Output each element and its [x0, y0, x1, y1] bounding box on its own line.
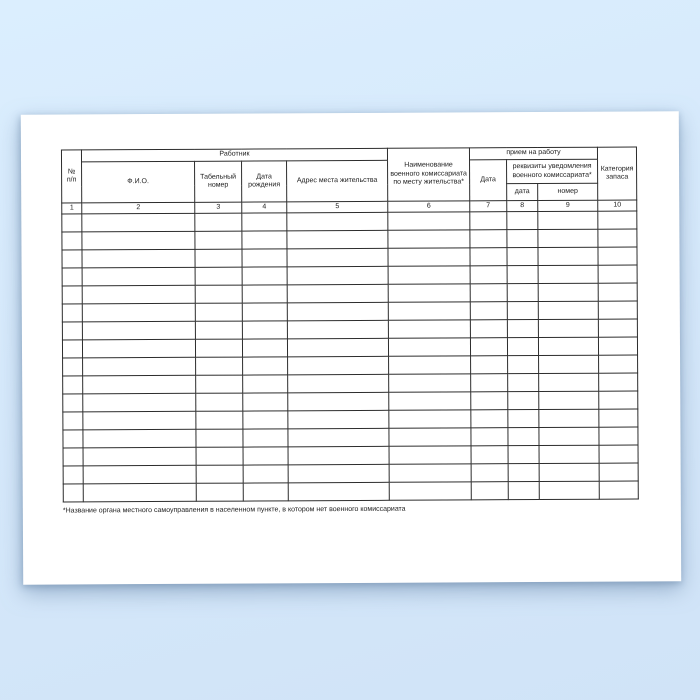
empty-cell [243, 393, 288, 411]
empty-cell [538, 230, 598, 248]
empty-cell [388, 248, 470, 266]
document-sheet [21, 111, 681, 584]
empty-cell [471, 464, 508, 482]
empty-cell [63, 394, 83, 412]
empty-cell [388, 266, 470, 284]
empty-cell [389, 410, 471, 428]
empty-cell [196, 429, 243, 447]
empty-cell [507, 302, 538, 320]
empty-cell [599, 355, 638, 373]
empty-cell [62, 286, 82, 304]
empty-cell [471, 410, 508, 428]
empty-cell [599, 373, 638, 391]
empty-cell [470, 284, 507, 302]
empty-cell [538, 338, 598, 356]
table-body [62, 211, 639, 502]
empty-cell [507, 266, 538, 284]
empty-cell [196, 447, 243, 465]
empty-cell [83, 358, 196, 377]
empty-cell [539, 356, 599, 374]
empty-cell [507, 230, 538, 248]
empty-cell [287, 285, 388, 304]
empty-cell [598, 229, 637, 247]
column-number: 4 [242, 202, 287, 214]
empty-cell [539, 464, 599, 482]
empty-cell [82, 340, 195, 359]
empty-cell [242, 213, 287, 231]
column-number: 6 [388, 201, 470, 213]
empty-cell [470, 212, 507, 230]
empty-cell [471, 392, 508, 410]
empty-cell [389, 374, 471, 392]
empty-cell [287, 303, 388, 322]
empty-cell [599, 427, 638, 445]
empty-cell [62, 232, 82, 250]
header-cell-address: Адрес места жительства [287, 160, 388, 202]
empty-cell [508, 374, 539, 392]
empty-cell [82, 286, 195, 305]
empty-cell [63, 430, 83, 448]
empty-cell [287, 231, 388, 250]
header-cell-birth-date: Дата рождения [242, 161, 287, 202]
column-number: 5 [287, 201, 388, 213]
empty-cell [507, 320, 538, 338]
empty-cell [389, 464, 471, 482]
empty-cell [598, 337, 637, 355]
empty-cell [63, 448, 83, 466]
empty-cell [539, 428, 599, 446]
empty-cell [195, 303, 242, 321]
empty-cell [599, 445, 638, 463]
empty-cell [83, 412, 196, 431]
empty-cell [62, 322, 82, 340]
empty-cell [63, 412, 83, 430]
column-number: 3 [195, 202, 242, 214]
header-cell-fio: Ф.И.О. [82, 161, 195, 203]
empty-cell [288, 375, 389, 394]
empty-cell [196, 357, 243, 375]
empty-cell [63, 376, 83, 394]
empty-cell [243, 465, 288, 483]
empty-cell [508, 356, 539, 374]
empty-cell [507, 284, 538, 302]
empty-cell [538, 302, 598, 320]
empty-cell [195, 321, 242, 339]
empty-cell [243, 447, 288, 465]
empty-cell [243, 483, 288, 501]
empty-cell [242, 231, 287, 249]
empty-cell [288, 393, 389, 412]
empty-cell [389, 392, 471, 410]
empty-cell [83, 484, 196, 503]
empty-cell [242, 321, 287, 339]
empty-cell [389, 482, 471, 500]
empty-cell [388, 284, 470, 302]
empty-cell [599, 481, 638, 499]
empty-cell [538, 284, 598, 302]
empty-cell [538, 266, 598, 284]
empty-cell [63, 484, 83, 502]
empty-cell [508, 464, 539, 482]
empty-cell [195, 267, 242, 285]
empty-cell [195, 213, 242, 231]
empty-cell [539, 392, 599, 410]
empty-cell [242, 303, 287, 321]
empty-cell [243, 375, 288, 393]
empty-cell [470, 248, 507, 266]
empty-cell [196, 465, 243, 483]
empty-cell [539, 374, 599, 392]
empty-cell [507, 212, 538, 230]
empty-cell [599, 409, 638, 427]
empty-cell [82, 322, 195, 341]
header-cell-hire-date: Дата [470, 160, 507, 201]
empty-cell [471, 356, 508, 374]
empty-cell [598, 319, 637, 337]
empty-cell [598, 265, 637, 283]
empty-cell [287, 339, 388, 358]
empty-cell [242, 285, 287, 303]
table-header [61, 147, 636, 214]
empty-cell [196, 483, 243, 501]
empty-cell [598, 301, 637, 319]
header-group-hire: прием на работу [469, 147, 597, 160]
header-group-notice: реквизиты уведомления военного комиссариата* [507, 159, 598, 183]
empty-cell [195, 249, 242, 267]
empty-cell [287, 249, 388, 268]
empty-cell [62, 214, 82, 232]
empty-cell [389, 428, 471, 446]
empty-cell [388, 338, 470, 356]
empty-cell [83, 466, 196, 485]
empty-cell [388, 320, 470, 338]
header-cell-commissariat: Наименование военного комиссариата по месту жительства* [387, 148, 469, 201]
footnote: *Название органа местного самоуправления в населенном пункте, в котором нет военного комиссариата [62, 506, 406, 515]
empty-cell [62, 268, 82, 286]
empty-cell [507, 248, 538, 266]
empty-cell [539, 482, 599, 500]
empty-cell [242, 339, 287, 357]
empty-cell [389, 356, 471, 374]
empty-cell [83, 394, 196, 413]
header-cell-reserve-category: Категория запаса [597, 147, 636, 200]
header-cell-no: № п/п [61, 150, 81, 203]
empty-cell [507, 338, 538, 356]
empty-cell [539, 410, 599, 428]
empty-cell [508, 410, 539, 428]
column-number: 8 [507, 201, 538, 213]
table-row [63, 481, 638, 502]
empty-cell [243, 357, 288, 375]
empty-cell [196, 375, 243, 393]
empty-cell [508, 392, 539, 410]
empty-cell [388, 302, 470, 320]
empty-cell [288, 483, 389, 502]
empty-cell [288, 447, 389, 466]
empty-cell [470, 302, 507, 320]
empty-cell [471, 482, 508, 500]
empty-cell [82, 214, 195, 233]
header-cell-notice-number: номер [538, 183, 598, 200]
sheet-content [21, 111, 681, 515]
empty-cell [508, 482, 539, 500]
empty-cell [508, 428, 539, 446]
empty-cell [538, 248, 598, 266]
empty-cell [388, 230, 470, 248]
empty-cell [287, 267, 388, 286]
empty-cell [471, 428, 508, 446]
header-cell-personnel-number: Табельный номер [195, 161, 242, 202]
empty-cell [243, 411, 288, 429]
empty-cell [82, 250, 195, 269]
empty-cell [598, 247, 637, 265]
empty-cell [389, 446, 471, 464]
empty-cell [538, 212, 598, 230]
empty-cell [243, 429, 288, 447]
empty-cell [195, 231, 242, 249]
empty-cell [195, 285, 242, 303]
empty-cell [195, 339, 242, 357]
empty-cell [83, 448, 196, 467]
empty-cell [470, 320, 507, 338]
empty-cell [62, 304, 82, 322]
empty-cell [471, 374, 508, 392]
empty-cell [539, 446, 599, 464]
empty-cell [62, 340, 82, 358]
empty-cell [83, 430, 196, 449]
empty-cell [288, 411, 389, 430]
empty-cell [538, 320, 598, 338]
column-number: 9 [538, 200, 598, 212]
empty-cell [288, 429, 389, 448]
registration-table [61, 146, 639, 502]
empty-cell [62, 250, 82, 268]
empty-cell [508, 446, 539, 464]
column-number: 1 [62, 203, 82, 214]
empty-cell [196, 393, 243, 411]
empty-cell [599, 391, 638, 409]
column-number: 10 [598, 200, 637, 212]
empty-cell [287, 321, 388, 340]
empty-cell [287, 213, 388, 232]
empty-cell [470, 230, 507, 248]
empty-cell [82, 232, 195, 251]
empty-cell [388, 212, 470, 230]
empty-cell [470, 266, 507, 284]
empty-cell [196, 411, 243, 429]
header-cell-notice-date: дата [507, 184, 538, 201]
empty-cell [63, 358, 83, 376]
empty-cell [242, 267, 287, 285]
header-group-worker: Работник [81, 148, 387, 162]
empty-cell [83, 376, 196, 395]
empty-cell [598, 283, 637, 301]
empty-cell [470, 338, 507, 356]
column-number: 7 [470, 201, 507, 213]
empty-cell [82, 304, 195, 323]
empty-cell [598, 211, 637, 229]
empty-cell [82, 268, 195, 287]
empty-cell [471, 446, 508, 464]
empty-cell [288, 357, 389, 376]
empty-cell [63, 466, 83, 484]
empty-cell [242, 249, 287, 267]
empty-cell [599, 463, 638, 481]
empty-cell [288, 465, 389, 484]
column-number: 2 [82, 202, 195, 214]
